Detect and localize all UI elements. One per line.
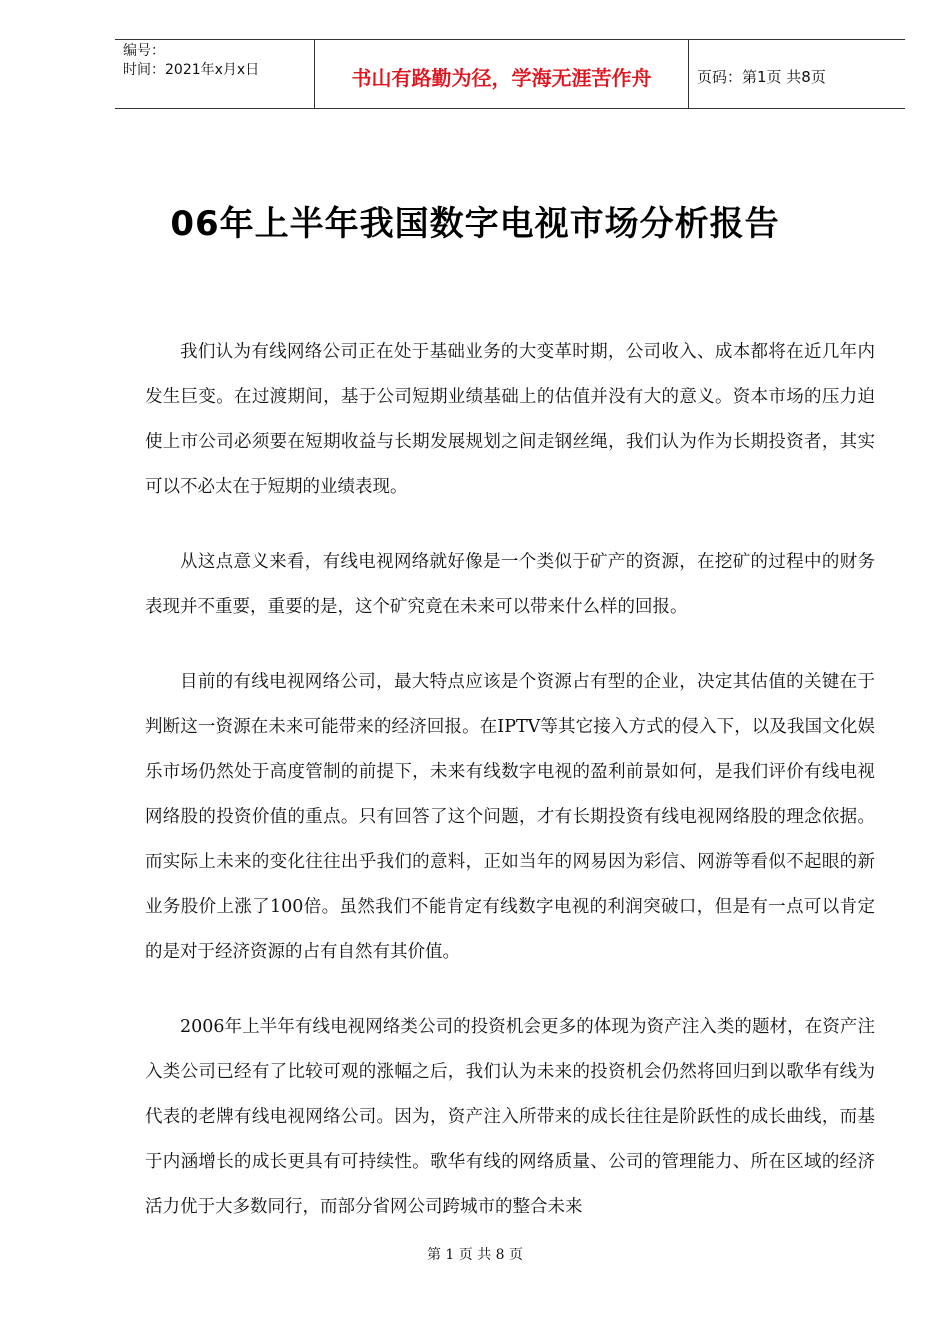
document-body	[145, 330, 875, 1260]
header-page-info: 页码：第1页 共8页	[697, 67, 826, 86]
body-paragraph: 从这点意义来看，有线电视网络就好像是一个类似于矿产的资源，在挖矿的过程中的财务表现并不重要，重要的是，这个矿究竟在未来可以带来什么样的回报。	[145, 552, 875, 617]
document-number-label: 编号：	[123, 43, 165, 59]
header-motto: 书山有路勤为径，学海无涯苦作舟	[315, 40, 689, 108]
header-meta	[115, 40, 315, 108]
body-paragraph: 目前的有线电视网络公司，最大特点应该是个资源占有型的企业，决定其估值的关键在于判断这一资源在未来可能带来的经济回报。在IPTV等其它接入方式的侵入下，以及我国文化娱乐市场仍然处于高度管制的前提下，未来有线数字电视的盈利前景如何，是我们评价有线电视网络股的投资价值的重点。只有回答了这个问题，才有长期投资有线电视网络股的理念依据。而实际上未来的变化往往出乎我们的意料，正如当年的网易因为彩信、网游等看似不起眼的新业务股价上涨了100倍。虽然我们不能肯定有线数字电视的利润突破口，但是有一点可以肯定的是对于经济资源的占有自然有其价值。	[145, 672, 875, 962]
page-header	[115, 39, 905, 109]
document-title: 06年上半年我国数字电视市场分析报告	[170, 204, 780, 244]
body-paragraph: 我们认为有线网络公司正在处于基础业务的大变革时期，公司收入、成本都将在近几年内发生巨变。在过渡期间，基于公司短期业绩基础上的估值并没有大的意义。资本市场的压力迫使上市公司必须要在短期收益与长期发展规划之间走钢丝绳，我们认为作为长期投资者，其实可以不必太在于短期的业绩表现。	[145, 342, 875, 497]
body-paragraph: 2006年上半年有线电视网络类公司的投资机会更多的体现为资产注入类的题材，在资产注入类公司已经有了比较可观的涨幅之后，我们认为未来的投资机会仍然将回归到以歌华有线为代表的老牌有线电视网络公司。因为，资产注入所带来的成长往往是阶跃性的成长曲线，而基于内涵增长的成长更具有可持续性。歌华有线的网络质量、公司的管理能力、所在区域的经济活力优于大多数同行，而部分省网公司跨城市的整合未来	[145, 1017, 875, 1217]
page-footer: 第 1 页 共 8 页	[426, 1247, 524, 1263]
document-time-label: 时间：2021年x月x日	[123, 62, 260, 78]
